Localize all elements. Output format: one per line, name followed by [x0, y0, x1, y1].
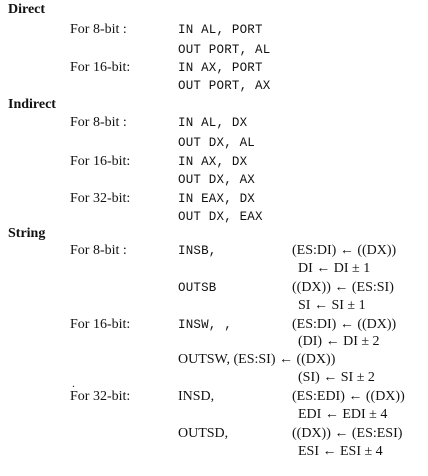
bit-width-label: For 8-bit :: [70, 115, 127, 130]
instruction: OUT DX, AL: [178, 136, 256, 150]
operation-effect: ((DX)) ← (ES:ESI): [292, 426, 403, 441]
bit-width-label: For 8-bit :: [70, 22, 127, 37]
instruction: OUTSD,: [178, 426, 229, 441]
stray-mark: .: [72, 376, 75, 390]
instruction: OUT PORT, AX: [178, 79, 271, 93]
section-heading-direct: Direct: [8, 2, 46, 17]
operation-effect: SI ← SI ± 1: [298, 298, 366, 313]
instruction: OUT DX, AX: [178, 173, 256, 187]
instruction: IN AL, DX: [178, 116, 248, 130]
instruction: IN AL, PORT: [178, 23, 263, 37]
operation-effect: (ES:DI) ← ((DX)): [292, 317, 397, 332]
operation-effect: EDI ← EDI ± 4: [298, 407, 388, 422]
bit-width-label: For 16-bit:: [70, 154, 131, 169]
instruction: INSB,: [178, 244, 217, 258]
operation-effect: ESI ← ESI ± 4: [298, 444, 383, 459]
instruction: INSW, ,: [178, 318, 232, 332]
instruction: OUT DX, EAX: [178, 210, 263, 224]
bit-width-label: For 16-bit:: [70, 317, 131, 332]
operation-effect: DI ← DI ± 1: [298, 261, 371, 276]
bit-width-label: For 32-bit:: [70, 389, 131, 404]
bit-width-label: For 32-bit:: [70, 191, 131, 206]
bit-width-label: For 16-bit:: [70, 60, 131, 75]
section-heading-string: String: [8, 226, 46, 241]
bit-width-label: For 8-bit :: [70, 243, 127, 258]
operation-effect: (ES:DI) ← ((DX)): [292, 243, 397, 258]
instruction: INSD,: [178, 389, 215, 404]
instruction: IN AX, PORT: [178, 61, 263, 75]
section-heading-indirect: Indirect: [8, 97, 56, 112]
operation-effect: ((DX)) ← (ES:SI): [292, 280, 394, 295]
operation-effect: (ES:EDI) ← ((DX)): [292, 389, 405, 404]
instruction: OUTSW, (ES:SI) ← ((DX)): [178, 352, 336, 367]
instruction: OUT PORT, AL: [178, 43, 271, 57]
operation-effect: (SI) ← SI ± 2: [298, 370, 375, 385]
instruction: IN EAX, DX: [178, 192, 256, 206]
instruction: IN AX, DX: [178, 155, 248, 169]
operation-effect: (DI) ← DI ± 2: [298, 334, 380, 349]
instruction: OUTSB: [178, 281, 217, 295]
